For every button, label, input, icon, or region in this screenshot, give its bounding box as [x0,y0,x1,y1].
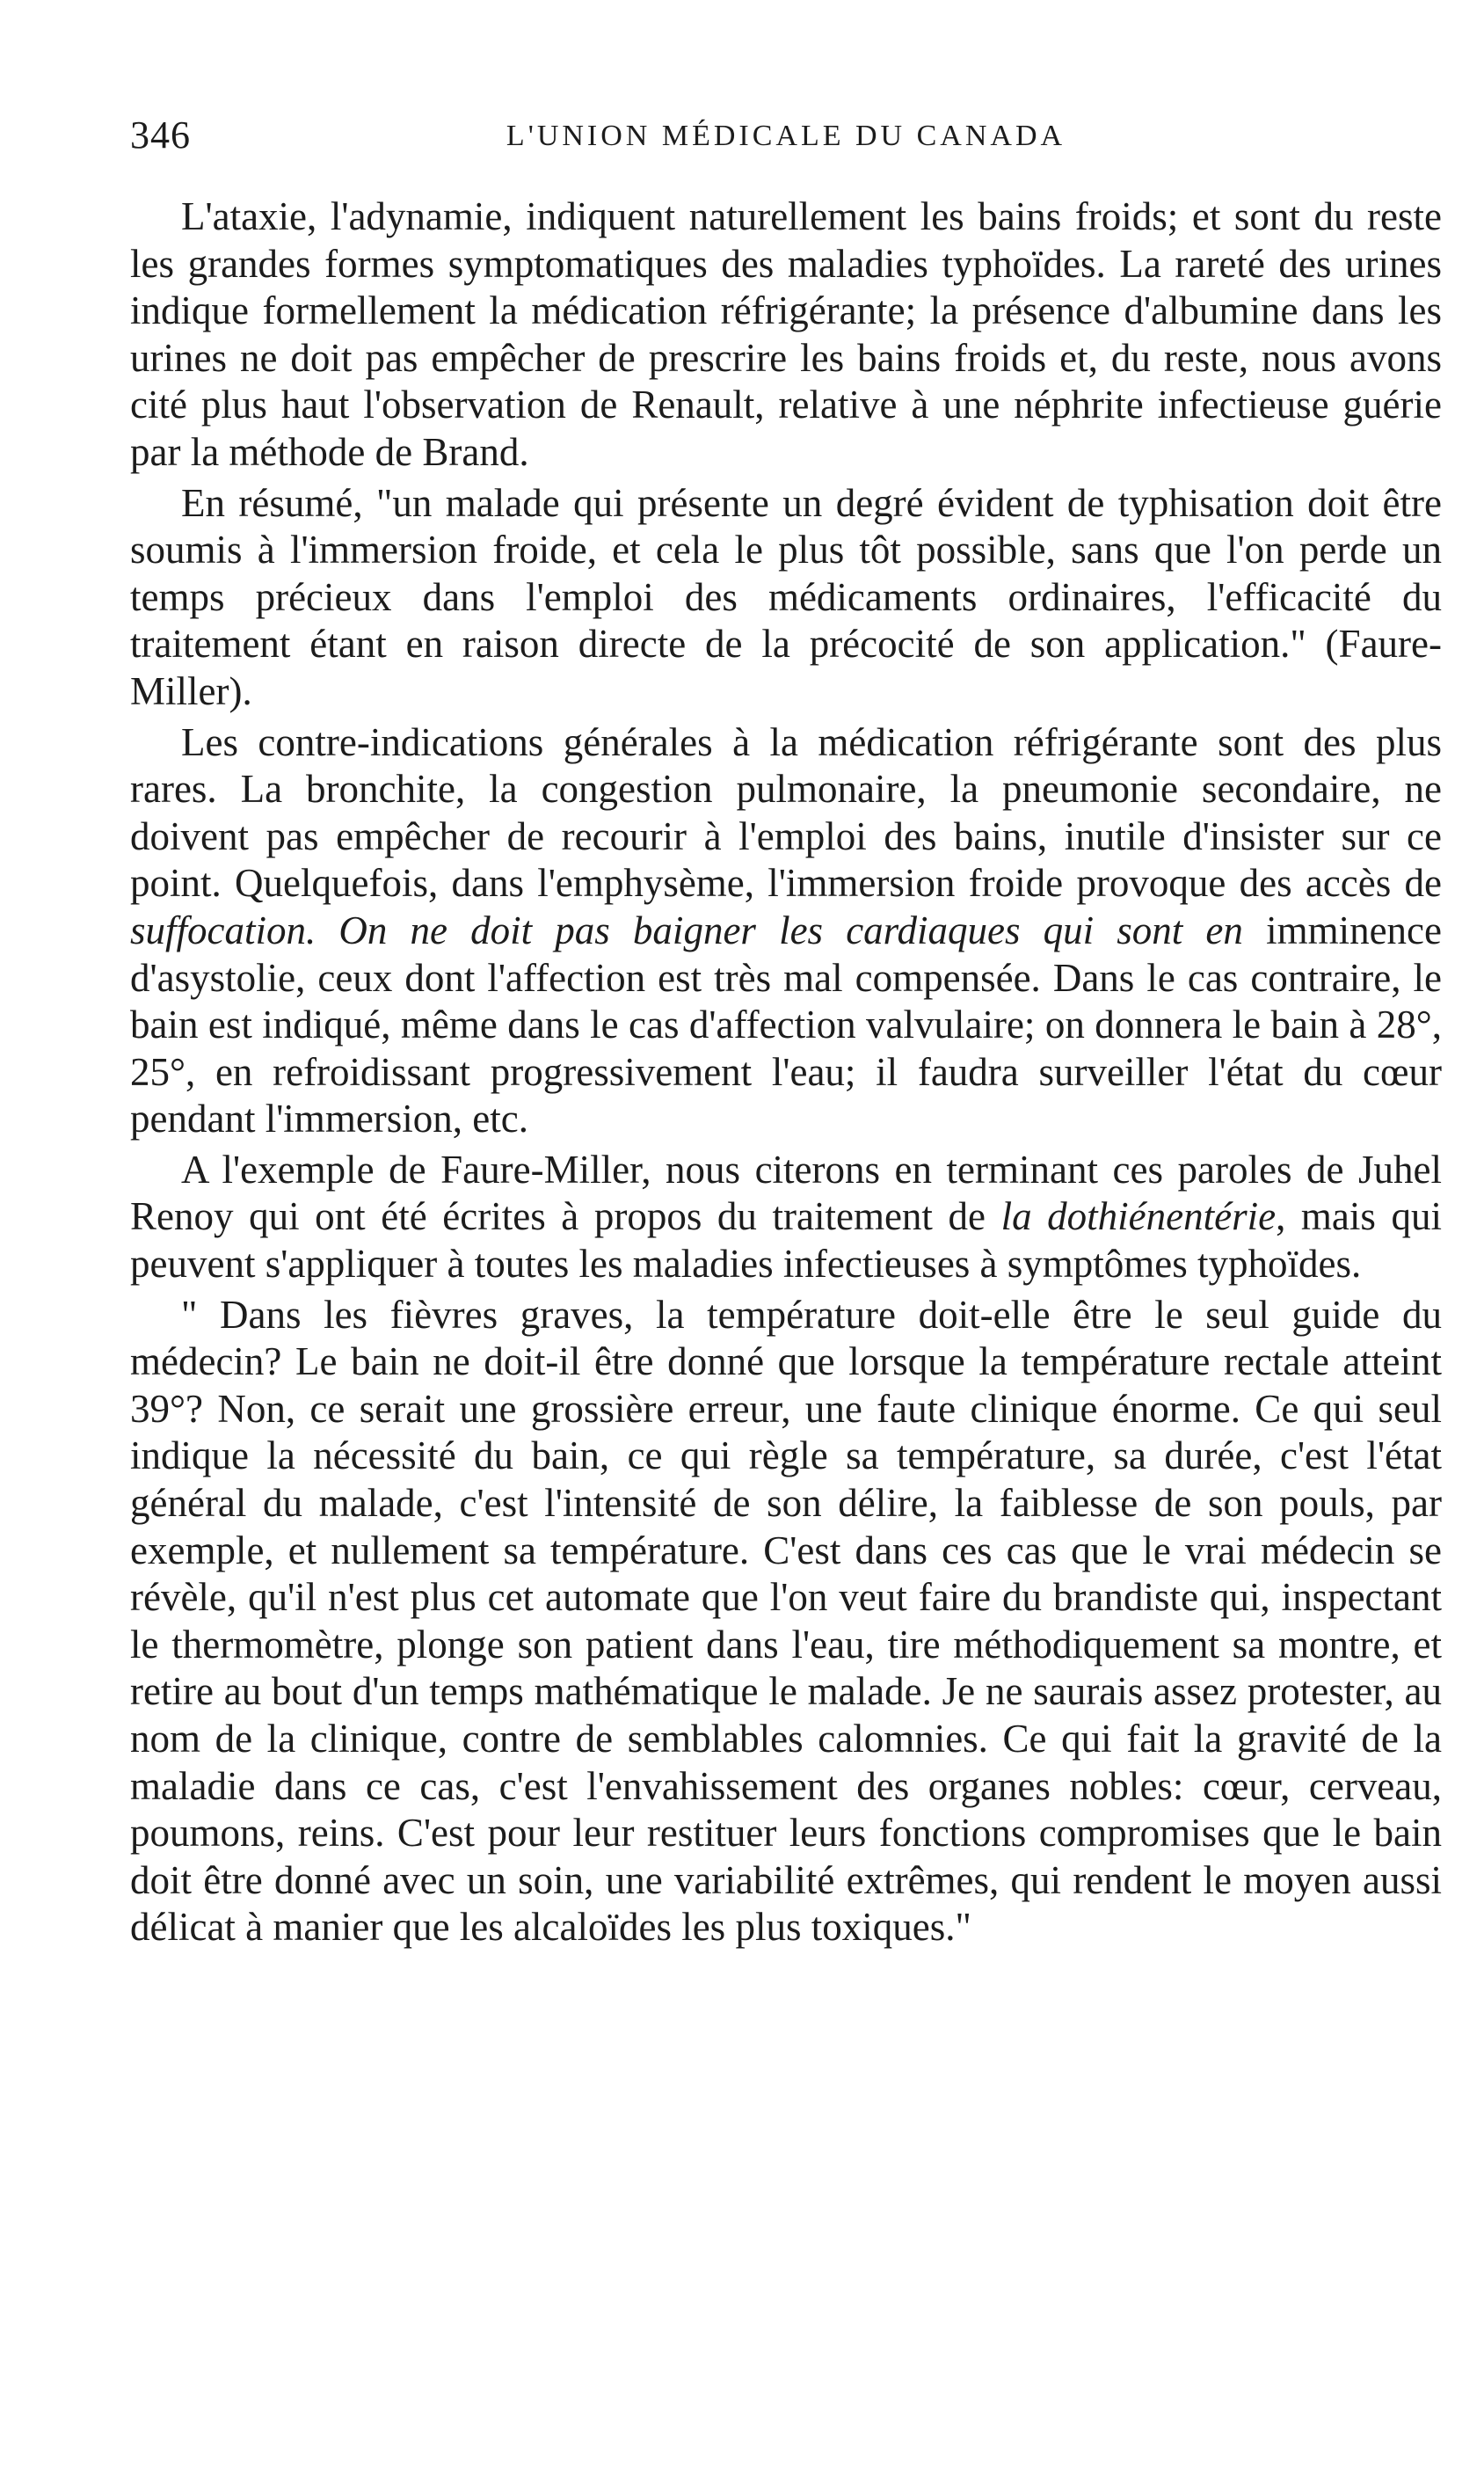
running-title: L'UNION MÉDICALE DU CANADA [506,120,1066,152]
paragraph-ataxie: L'ataxie, l'adynamie, indiquent naturellement les bains froids; et sont du reste les grandes formes symptomatiques des maladies typhoïdes. La rareté des urines indique formellement la médication réfrigérante; la présence d'albumine dans les urines ne doit pas empêcher de prescrire les bains froids et, du reste, nous avons cité plus haut l'observation de Renault, relative à une néphrite infectieuse guérie par la méthode de Brand. [130,194,1442,474]
paragraph-faure-miller-italic: la dothiénentérie [1000,1194,1277,1239]
paragraph-contre-indications [130,719,1442,1143]
page-header [130,113,1442,165]
paragraph-resume: En résumé, "un malade qui présente un degré évident de typhisation doit être soumis à l'immersion froide, et cela le plus tôt possible, sans que l'on perde un temps précieux dans l'emploi des médicaments ordinaires, l'efficacité du traitement étant en raison directe de la précocité de son application." (Faure-Miller). [130,480,1442,713]
paragraph-contre-indications-text-end: imminence d'asystolie, ceux dont l'affection est très mal compensée. Dans le cas contraire, le bain est indiqué, même dans le cas d'affection valvulaire; on donnera le bain à 28°, 25°, en refroidissant progressivement l'eau; il faudra surveiller l'état du cœur pendant l'immersion, etc. [130,908,1442,1141]
page-number: 346 [130,113,191,157]
paragraph-faure-miller [130,1147,1442,1288]
body-text [130,193,1442,1951]
paragraph-contre-indications-text: Les contre-indications générales à la médication réfrigérante sont des plus rares. La bronchite, la congestion pulmonaire, la pneumonie secondaire, ne doivent pas empêcher de recourir à l'emploi des bains, inutile d'insister sur ce point. Quelquefois, dans l'emphysème, l'immersion froide provoque des accès de [130,719,1442,906]
paragraph-faure-miller-text-end: , mais qui peuvent s'appliquer à toutes les maladies infectieuses à symptômes typhoïdes. [130,1194,1443,1287]
paragraph-contre-indications-italic: suffocation. On ne doit pas baigner les cardiaques qui sont en [130,908,1243,952]
paragraph-quotation: " Dans les fièvres graves, la température doit-elle être le seul guide du médecin? Le bain ne doit-il être donné que lorsque la température rectale atteint 39°? Non, ce serait une grossière erreur, une faute clinique énorme. Ce qui seul indique la nécessité du bain, ce qui règle sa température, sa durée, c'est l'état général du malade, c'est l'intensité de son délire, la faiblesse de son pouls, par exemple, et nullement sa température. C'est dans ces cas que le vrai médecin se révèle, qu'il n'est plus cet automate que l'on veut faire du brandiste qui, inspectant le thermomètre, plonge son patient dans l'eau, tire méthodiquement sa montre, et retire au bout d'un temps mathématique le malade. Je ne saurais assez protester, au nom de la clinique, contre de semblables calomnies. Ce qui fait la gravité de la maladie dans ce cas, c'est l'envahissement des organes nobles: cœur, cerveau, poumons, reins. C'est pour leur restituer leurs fonctions compromises que le bain doit être donné avec un soin, une variabilité extrêmes, qui rendent le moyen aussi délicat à manier que les alcaloïdes les plus toxiques." [130,1292,1442,1950]
paragraph-faure-miller-text: A l'exemple de Faure-Miller, nous citerons en terminant ces paroles de Juhel Renoy qui ont été écrites à propos du traitement de [130,1147,1442,1239]
